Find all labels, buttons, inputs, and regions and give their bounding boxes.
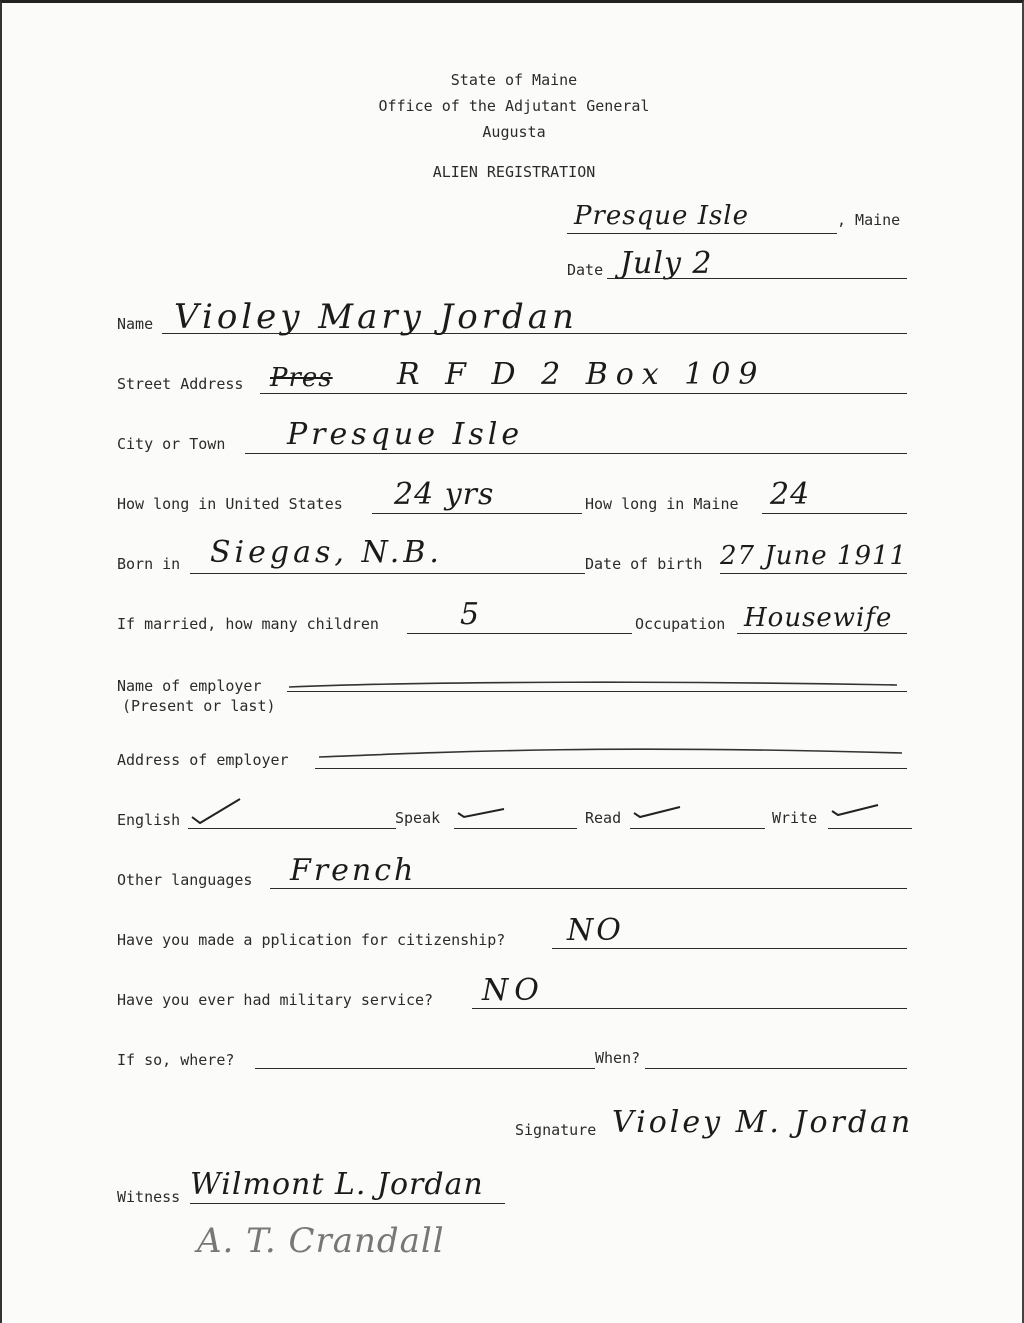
citizenship-value: NO <box>567 913 624 948</box>
occupation-line <box>737 633 907 634</box>
city-label: City or Town <box>117 435 226 453</box>
occupation-label: Occupation <box>635 615 726 633</box>
born-line <box>190 573 585 574</box>
occupation-value: Housewife <box>744 603 893 633</box>
other-languages-line <box>270 888 907 889</box>
place-value: Presque Isle <box>574 201 750 231</box>
us-duration-value: 24 yrs <box>394 477 495 512</box>
date-value: July 2 <box>620 246 713 281</box>
military-label: Have you ever had military service? <box>117 991 434 1009</box>
born-value: Siegas, N.B. <box>210 535 443 570</box>
witness-line <box>190 1203 505 1204</box>
street-label: Street Address <box>117 375 244 393</box>
name-label: Name <box>117 315 154 333</box>
witness-second-value: A. T. Crandall <box>197 1221 445 1261</box>
employer-address-dash-stroke <box>317 743 907 763</box>
read-line <box>630 828 765 829</box>
street-line <box>260 393 907 394</box>
city-value: Presque Isle <box>287 417 524 452</box>
speak-label: Speak <box>395 809 441 827</box>
other-languages-value: French <box>290 853 417 888</box>
header-city: Augusta <box>482 123 546 141</box>
signature-value: Violey M. Jordan <box>612 1105 914 1140</box>
write-line <box>828 828 912 829</box>
employer-sublabel: (Present or last) <box>122 697 276 715</box>
check-mark-icon <box>188 793 248 827</box>
check-mark-icon <box>828 799 884 821</box>
employer-address-line <box>315 768 907 769</box>
city-line <box>245 453 907 454</box>
dob-label: Date of birth <box>585 555 703 573</box>
dob-value: 27 June 1911 <box>720 541 908 571</box>
header-state: State of Maine <box>450 71 578 89</box>
english-label: English <box>117 811 181 829</box>
when-label: When? <box>595 1049 641 1067</box>
born-label: Born in <box>117 555 181 573</box>
where-line <box>255 1068 595 1069</box>
write-label: Write <box>772 809 818 827</box>
military-line <box>472 1008 907 1009</box>
form-title: ALIEN REGISTRATION <box>432 163 596 181</box>
english-line <box>188 828 396 829</box>
where-label: If so, where? <box>117 1051 235 1069</box>
when-line <box>645 1068 907 1069</box>
dob-line <box>720 573 907 574</box>
place-line <box>567 233 837 234</box>
maine-duration-line <box>762 513 907 514</box>
us-duration-label: How long in United States <box>117 495 343 513</box>
read-label: Read <box>585 809 622 827</box>
signature-label: Signature <box>515 1121 597 1139</box>
children-line <box>407 633 632 634</box>
witness-label: Witness <box>117 1188 181 1206</box>
children-label: If married, how many children <box>117 615 379 633</box>
other-languages-label: Other languages <box>117 871 253 889</box>
maine-duration-label: How long in Maine <box>585 495 739 513</box>
citizenship-line <box>552 948 907 949</box>
street-struck-value: Pres <box>270 363 333 393</box>
citizenship-label: Have you made a pplication for citizenship? <box>117 931 506 949</box>
place-suffix: , Maine <box>837 211 901 229</box>
children-value: 5 <box>460 597 481 632</box>
military-value: NO <box>482 973 545 1008</box>
maine-duration-value: 24 <box>770 477 811 512</box>
header-office: Office of the Adjutant General <box>378 97 650 115</box>
us-duration-line <box>372 513 582 514</box>
check-mark-icon <box>454 801 510 823</box>
check-mark-icon <box>630 801 686 823</box>
employer-address-label: Address of employer <box>117 751 289 769</box>
speak-line <box>454 828 577 829</box>
witness-value: Wilmont L. Jordan <box>190 1167 484 1202</box>
employer-dash-stroke <box>287 679 907 693</box>
street-value: R F D 2 Box 109 <box>397 357 766 392</box>
name-value: Violey Mary Jordan <box>174 297 578 337</box>
date-label: Date <box>567 261 604 279</box>
employer-label: Name of employer <box>117 677 262 695</box>
